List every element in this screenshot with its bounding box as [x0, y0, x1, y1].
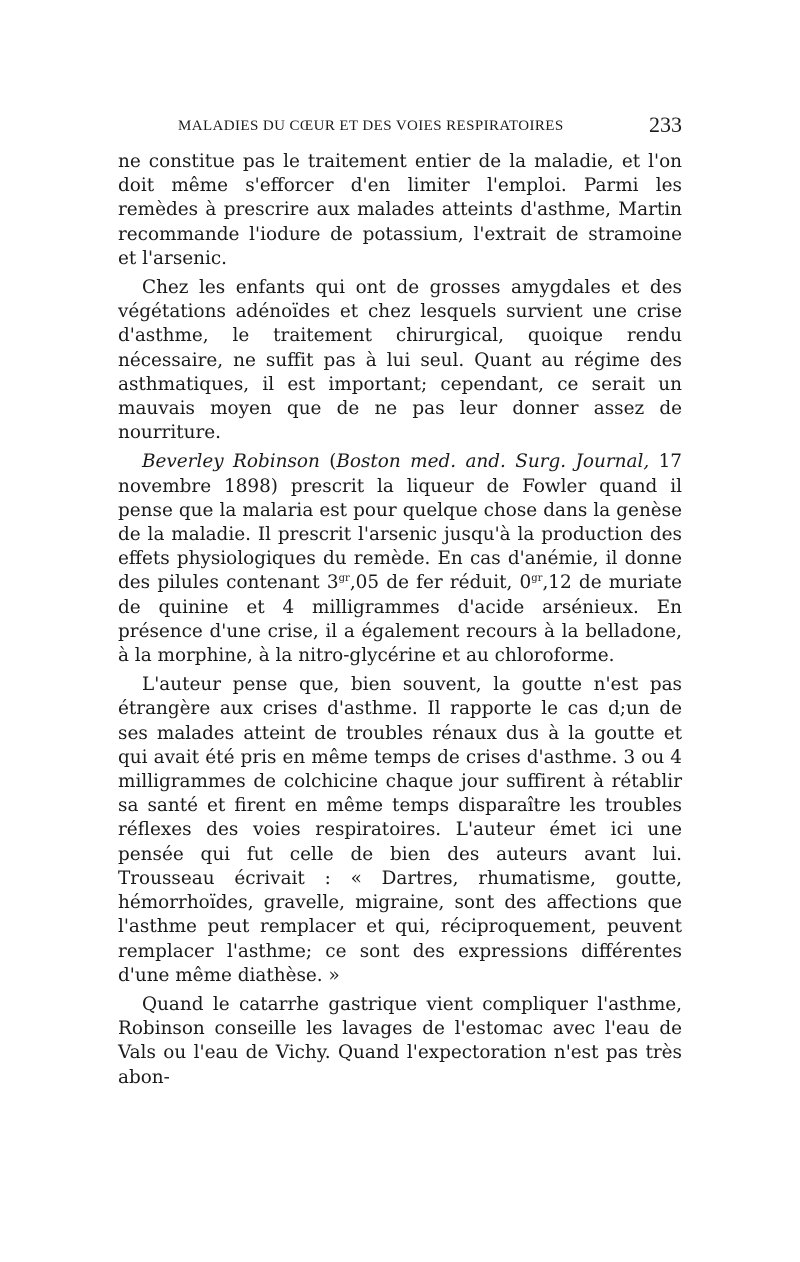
paragraph-text: 17 novembre 1898) prescrit la liqueur de Fowler quand il pense que la malaria est pour quelque chose dans la genèse de la maladie. Il prescrit l'arsenic jusqu'à la production des effets physiologiques du remède. En cas d'anémie, il donne des pilules contenant 3	[118, 451, 682, 594]
body-text	[118, 150, 682, 1090]
dose-unit: gr	[338, 573, 350, 585]
paragraph-citation	[118, 450, 682, 668]
dose-unit: gr	[531, 573, 543, 585]
book-page	[118, 112, 682, 1090]
paragraph: L'auteur pense que, bien souvent, la goutte n'est pas étrangère aux crises d'asthme. Il rapporte le cas d;un de ses malades atteint de troubles rénaux dus à la goutte et qui avait été pris en même temps de crises d'asthme. 3 ou 4 milligrammes de colchicine chaque jour suffirent à rétablir sa santé et firent en même temps disparaître les troubles réflexes des voies respiratoires. L'auteur émet ici une pensée qui fut celle de bien des auteurs avant lui. Trousseau écrivait : « Dartres, rhumatisme, goutte, hémorrhoïdes, gravelle, migraine, sont des affections que l'asthme peut remplacer et qui, réciproquement, peuvent remplacer l'asthme; ce sont des expressions différentes d'une même diathèse. »	[118, 674, 682, 986]
paragraph-text: ,12 de muriate de quinine et 4 milligrammes d'acide arsénieux. En présence d'une crise, il a également recours à la belladone, à la morphine, à la nitro-glycérine et au chloroforme.	[118, 572, 683, 667]
journal-title: Boston med. and. Surg. Journal,	[336, 451, 650, 473]
running-title: MALADIES DU CŒUR ET DES VOIES RESPIRATOIRES	[178, 118, 564, 134]
paragraph: ne constitue pas le traitement entier de la maladie, et l'on doit même s'efforcer d'en limiter l'emploi. Parmi les remèdes à prescrire aux malades atteints d'asthme, Martin recommande l'iodure de potassium, l'extrait de stramoine et l'arsenic.	[118, 151, 682, 269]
page-number: 233	[649, 112, 682, 137]
paragraph: Quand le catarrhe gastrique vient compliquer l'asthme, Robinson conseille les lavages de l'estomac avec l'eau de Vals ou l'eau de Vichy. Quand l'expectoration n'est pas très abon-	[118, 993, 682, 1088]
author-name: Beverley Robinson	[142, 451, 320, 473]
paragraph-text: ,05 de fer réduit, 0	[349, 572, 532, 594]
running-header	[118, 112, 682, 142]
citation-open: (	[319, 451, 337, 473]
paragraph: Chez les enfants qui ont de grosses amygdales et des végétations adénoïdes et chez lesquels survient une crise d'asthme, le traitement chirurgical, quoique rendu nécessaire, ne suffit pas à lui seul. Quant au régime des asthmatiques, il est important; cependant, ce serait un mauvais moyen que de ne pas leur donner assez de nourriture.	[118, 277, 682, 444]
